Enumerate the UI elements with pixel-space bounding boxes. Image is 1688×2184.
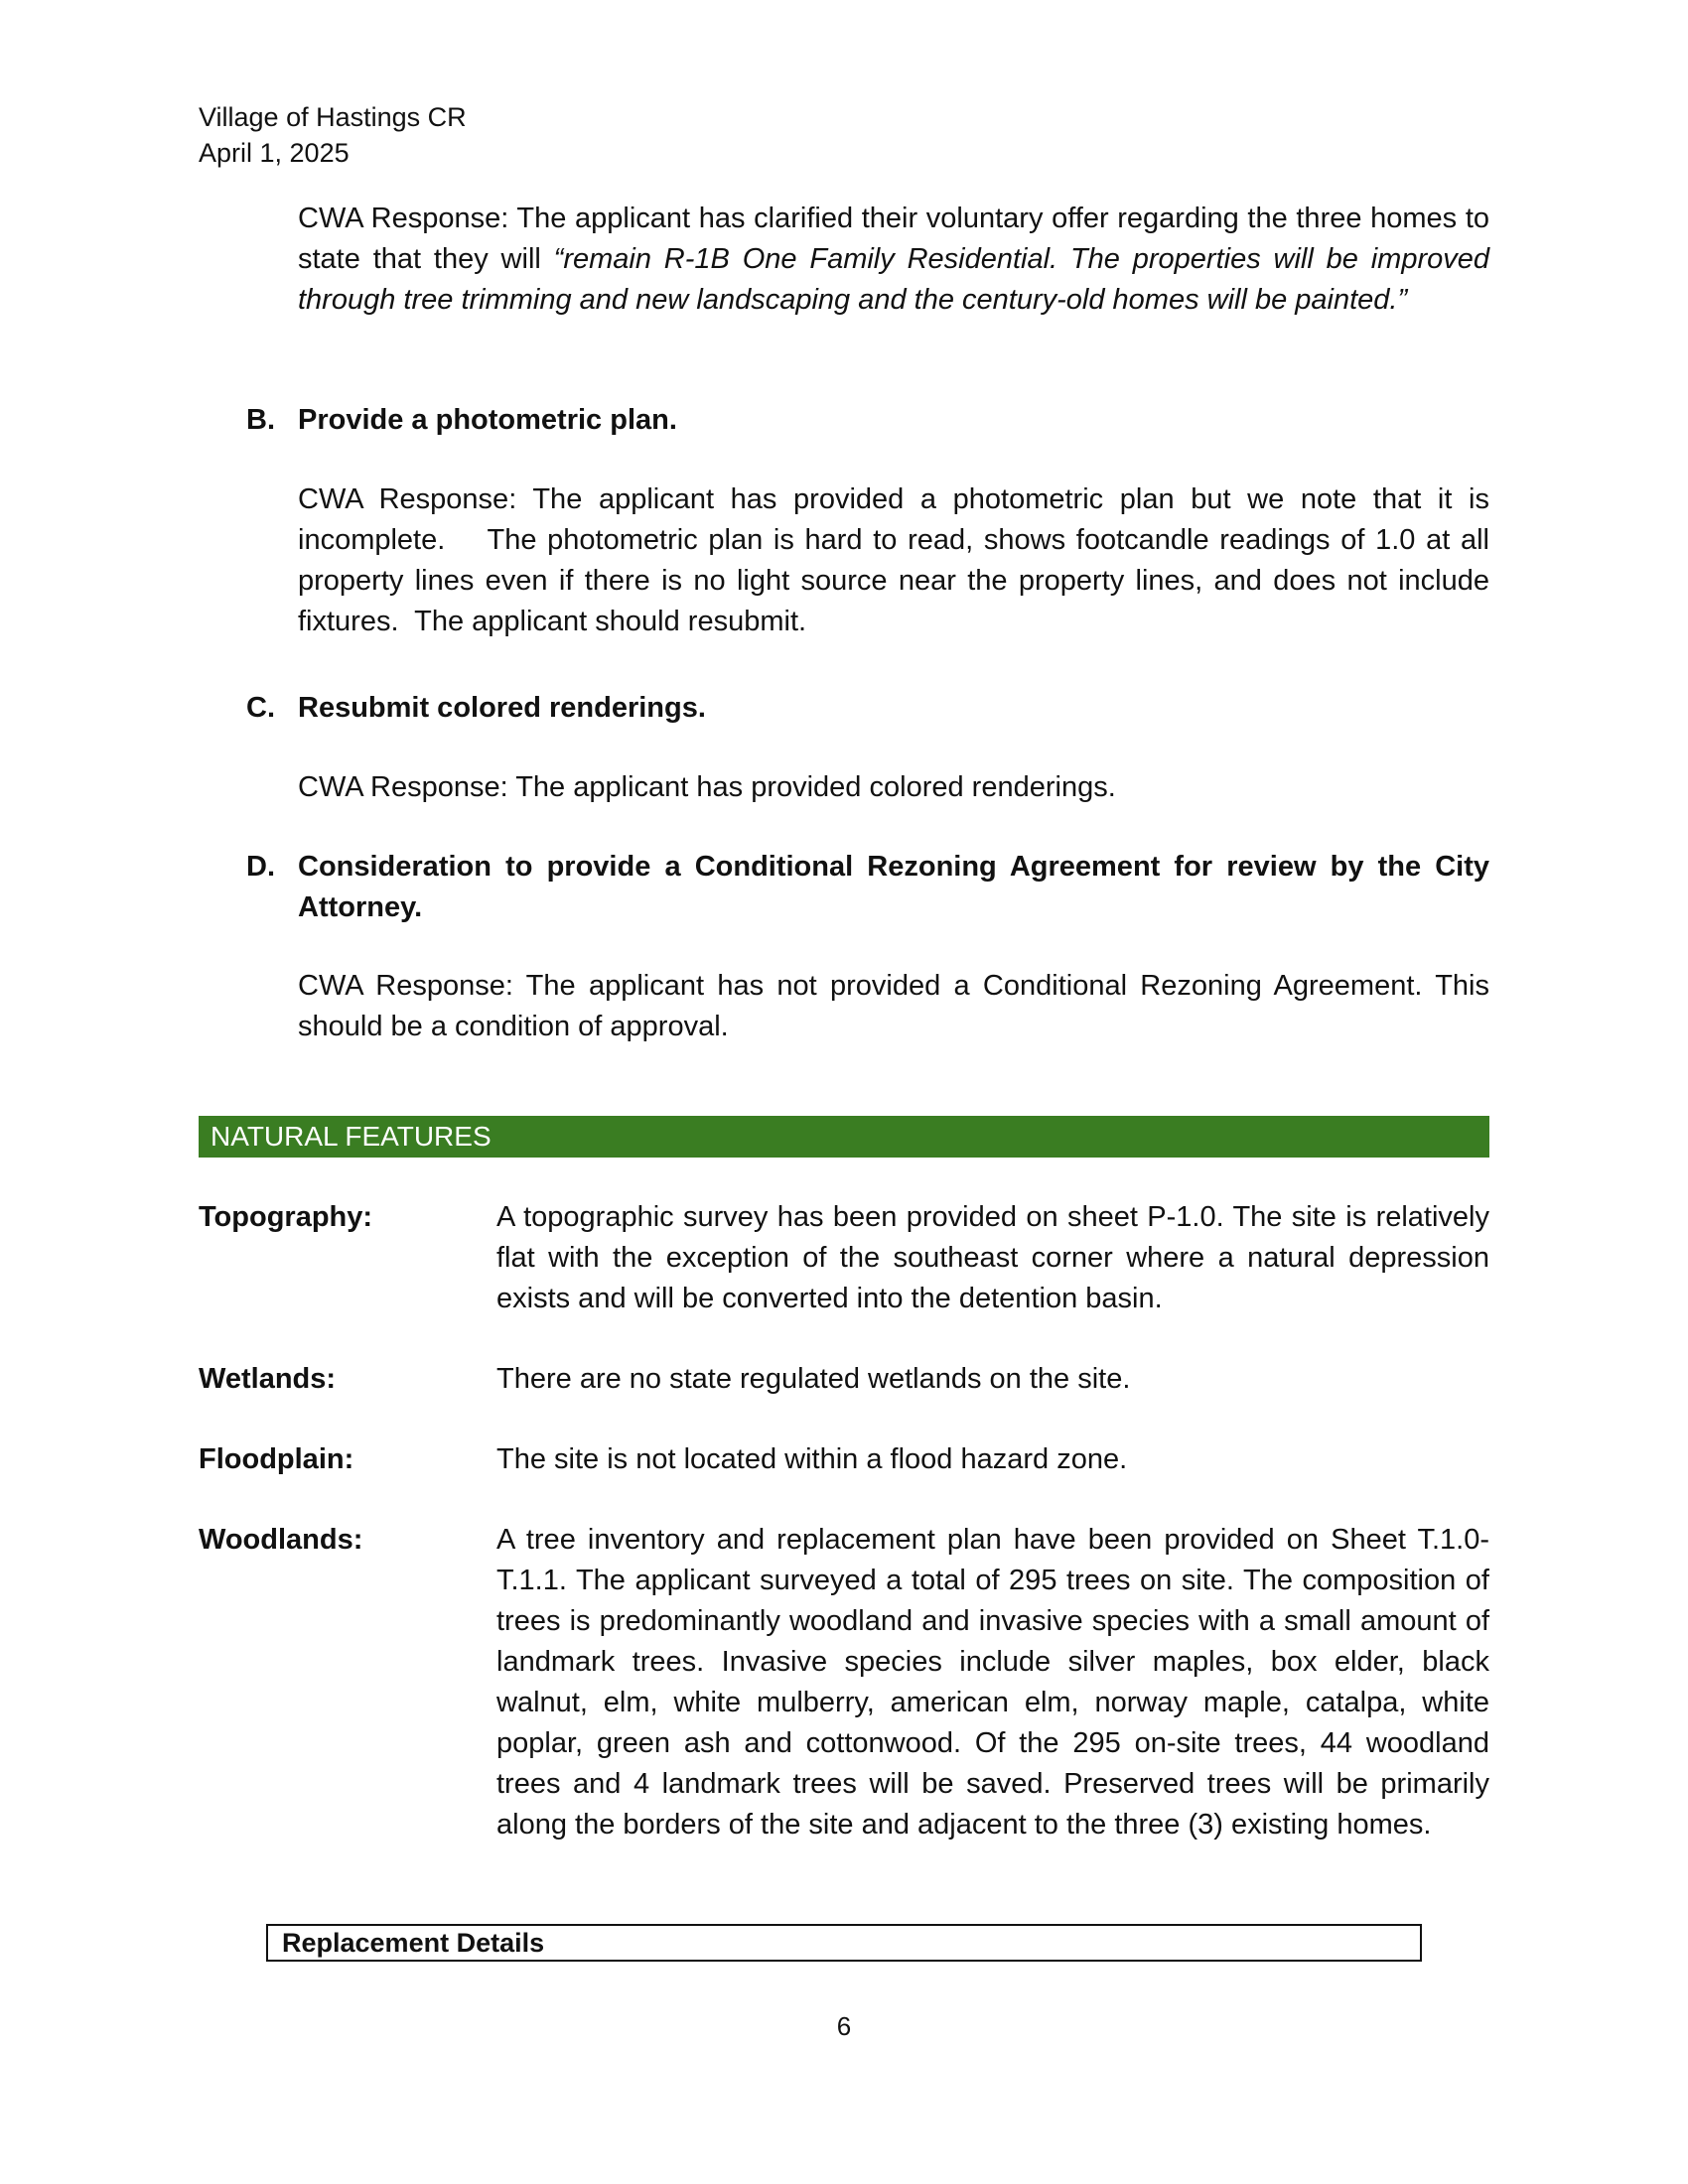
response-text: CWA Response: The applicant has not provided a Conditional Rezoning Agreement. This should be a condition of approval. [298,970,1489,1042]
topography-text: A topographic survey has been provided on sheet P-1.0. The site is relatively flat with the exception of the southeast corner where a natural depression exists and will be converted into the detention basin. [496,1201,1489,1314]
wetlands-text: There are no state regulated wetlands on the site. [496,1363,1131,1395]
item-c-response [298,767,1489,808]
item-b-heading [246,400,1489,441]
page-number: 6 [836,2011,852,2041]
woodlands-label: Woodlands: [199,1524,363,1556]
item-letter: D. [246,851,275,883]
wetlands-label: Wetlands: [199,1363,337,1395]
item-title: Provide a photometric plan. [298,404,677,436]
item-letter: C. [246,692,275,724]
floodplain-row [199,1439,1489,1480]
floodplain-label: Floodplain: [199,1443,354,1475]
item-c-heading [246,688,1489,729]
floodplain-text: The site is not located within a flood hazard zone. [496,1443,1128,1475]
topography-label: Topography: [199,1201,373,1233]
intro-response-text: CWA Response: The applicant has clarified their voluntary offer regarding the three homes to state that they will [298,203,1489,275]
item-title: Consideration to provide a Conditional Rezoning Agreement for review by the City Attorney. [298,851,1489,923]
response-text: CWA Response: The applicant has provided a photometric plan but we note that it is incomplete. The photometric plan is hard to read, shows footcandle readings of 1.0 at all property lines even if there is no light source near the property lines, and does not include fixtures. The applicant should resubmit. [298,483,1498,637]
topography-row [199,1197,1489,1319]
intro-response-quote: “remain R-1B One Family Residential. The properties will be improved through tree trimming and new landscaping and the century-old homes will be painted.” [298,243,1489,316]
header-project: Village of Hastings CR [199,102,467,132]
item-letter: B. [246,404,275,436]
response-text: CWA Response: The applicant has provided colored renderings. [298,771,1116,803]
wetlands-row [199,1359,1489,1400]
section-heading-natural-features: NATURAL FEATURES [199,1116,1489,1158]
woodlands-row [199,1520,1489,1845]
item-d-heading [246,847,1489,928]
item-d-response [298,966,1489,1047]
item-title: Resubmit colored renderings. [298,692,706,724]
item-b-response [298,479,1498,642]
woodlands-text: A tree inventory and replacement plan have been provided on Sheet T.1.0-T.1.1. The applicant surveyed a total of 295 trees on site. The composition of trees is predominantly woodland and invasive species with a small amount of landmark trees. Invasive species include silver maples, box elder, black walnut, elm, white mulberry, american elm, norway maple, catalpa, white poplar, green ash and cottonwood. Of the 295 on-site trees, 44 woodland trees and 4 landmark trees will be saved. Preserved trees will be primarily along the borders of the site and adjacent to the three (3) existing homes. [496,1524,1489,1841]
replacement-details-table-header: Replacement Details [266,1924,1422,1962]
header-date: April 1, 2025 [199,138,350,168]
intro-response [298,199,1489,321]
page-header [199,99,467,171]
